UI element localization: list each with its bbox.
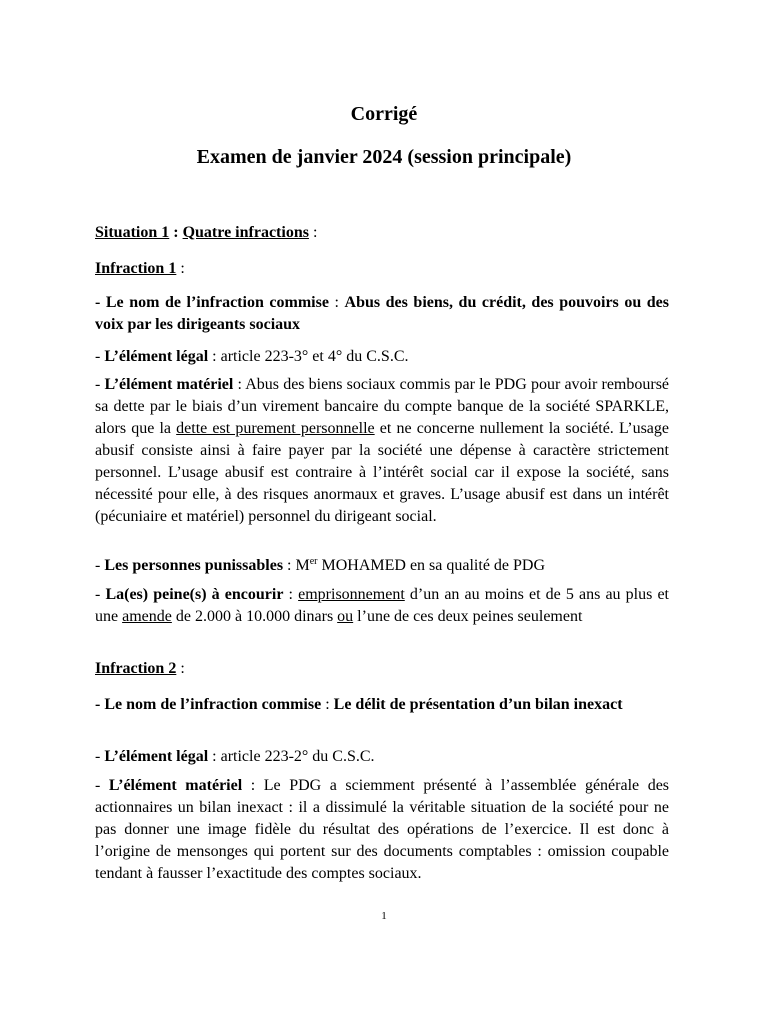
infraction1-peines-separator: : xyxy=(283,586,299,603)
infraction2-materiel-paragraph xyxy=(95,775,669,885)
infraction1-nom-paragraph xyxy=(95,292,669,336)
infraction1-materiel-text-a: : Abus des biens sociaux commis par le PDG pour avoir remboursé sa dette par le biais d’un virement bancaire du compte banque de la société SPARKLE, alors que la xyxy=(95,376,670,437)
page-subtitle: Examen de janvier 2024 (session principale) xyxy=(196,146,572,168)
infraction1-legal-paragraph xyxy=(95,346,669,368)
infraction1-nom-label: - Le nom de l’infraction commise xyxy=(95,294,329,311)
infraction2-nom-paragraph xyxy=(95,694,669,716)
infraction2-nom-separator: : xyxy=(321,696,334,713)
situation-heading xyxy=(95,222,669,244)
page-title: Corrigé xyxy=(350,103,418,125)
infraction2-legal-paragraph xyxy=(95,746,669,768)
infraction2-label: Infraction 2 xyxy=(95,660,177,677)
infraction1-personnes-label: Les personnes punissables xyxy=(104,557,284,574)
page-number: 1 xyxy=(381,910,387,922)
situation-topic: Quatre infractions xyxy=(182,224,309,241)
infraction1-label: Infraction 1 xyxy=(95,260,177,277)
infraction1-heading-end: : xyxy=(176,260,185,277)
infraction1-peines-text-b: de 2.000 à 10.000 dinars xyxy=(171,608,338,625)
infraction1-personnes-sup: er xyxy=(309,556,318,567)
infraction1-peines-text-c: l’une de ces deux peines seulement xyxy=(353,608,583,625)
infraction1-personnes-text-b: MOHAMED en sa qualité de PDG xyxy=(317,557,546,574)
infraction2-heading-end: : xyxy=(176,660,185,677)
infraction1-peines-dash: - xyxy=(95,586,106,603)
infraction2-materiel-dash: - xyxy=(95,777,109,794)
situation-separator: : xyxy=(169,224,183,241)
infraction1-peines-text-a: d’un an au moins et de 5 ans au plus et une xyxy=(95,586,669,625)
situation-label: Situation 1 xyxy=(95,224,170,241)
infraction1-personnes-text-a: : M xyxy=(283,557,310,574)
infraction1-nom-value: Abus des biens, du crédit, des pouvoirs ou des voix par les dirigeants sociaux xyxy=(95,294,670,333)
situation-end: : xyxy=(308,224,318,241)
infraction1-materiel-label: L’élément matériel xyxy=(104,376,234,393)
infraction1-peines-emprisonnement: emprisonnement xyxy=(298,586,405,603)
infraction2-nom-label: - Le nom de l’infraction commise xyxy=(95,696,322,713)
infraction1-materiel-text-b: et ne concerne nullement la société. L’usage abusif consiste ainsi à faire payer par la société une dépense à caractère strictement personnel. L’usage abusif est contraire à l’intérêt social car il expose la société, sans nécessité pour elle, à des risques anormaux et graves. L’usage abusif est dans un intérêt (pécuniaire et matériel) personnel du dirigeant social. xyxy=(95,420,670,525)
infraction1-materiel-paragraph xyxy=(95,374,669,528)
infraction1-legal-dash: - xyxy=(95,348,105,365)
infraction2-legal-dash: - xyxy=(95,748,105,765)
infraction1-personnes-paragraph xyxy=(95,555,669,577)
infraction1-legal-text: : article 223-3° et 4° du C.S.C. xyxy=(208,348,409,365)
infraction1-peines-amende: amende xyxy=(122,608,172,625)
infraction1-legal-label: L’élément légal xyxy=(104,348,209,365)
infraction1-personnes-dash: - xyxy=(95,557,105,574)
infraction1-materiel-dash: - xyxy=(95,376,105,393)
infraction1-peines-label: La(es) peine(s) à encourir xyxy=(105,586,284,603)
infraction1-peines-ou: ou xyxy=(337,608,354,625)
infraction2-materiel-label: L’élément matériel xyxy=(108,777,243,794)
infraction2-nom-value: Le délit de présentation d’un bilan inexact xyxy=(333,696,623,713)
infraction1-heading xyxy=(95,258,669,280)
infraction2-legal-label: L’élément légal xyxy=(104,748,209,765)
infraction1-nom-separator: : xyxy=(328,294,345,311)
infraction1-materiel-underlined: dette est purement personnelle xyxy=(176,420,375,437)
infraction2-materiel-text: : Le PDG a sciemment présenté à l’assemblée générale des actionnaires un bilan inexact : il a dissimulé la véritable situation de la société pour ne pas donner une image fidèle du résultat des opérations de l’exercice. Il est donc à l’origine de mensonges qui portent sur des documents comptables : omission coupable tendant à fausser l’exactitude des comptes sociaux. xyxy=(95,777,670,882)
infraction1-peines-paragraph xyxy=(95,584,669,628)
infraction2-heading xyxy=(95,658,669,680)
infraction2-legal-text: : article 223-2° du C.S.C. xyxy=(208,748,375,765)
